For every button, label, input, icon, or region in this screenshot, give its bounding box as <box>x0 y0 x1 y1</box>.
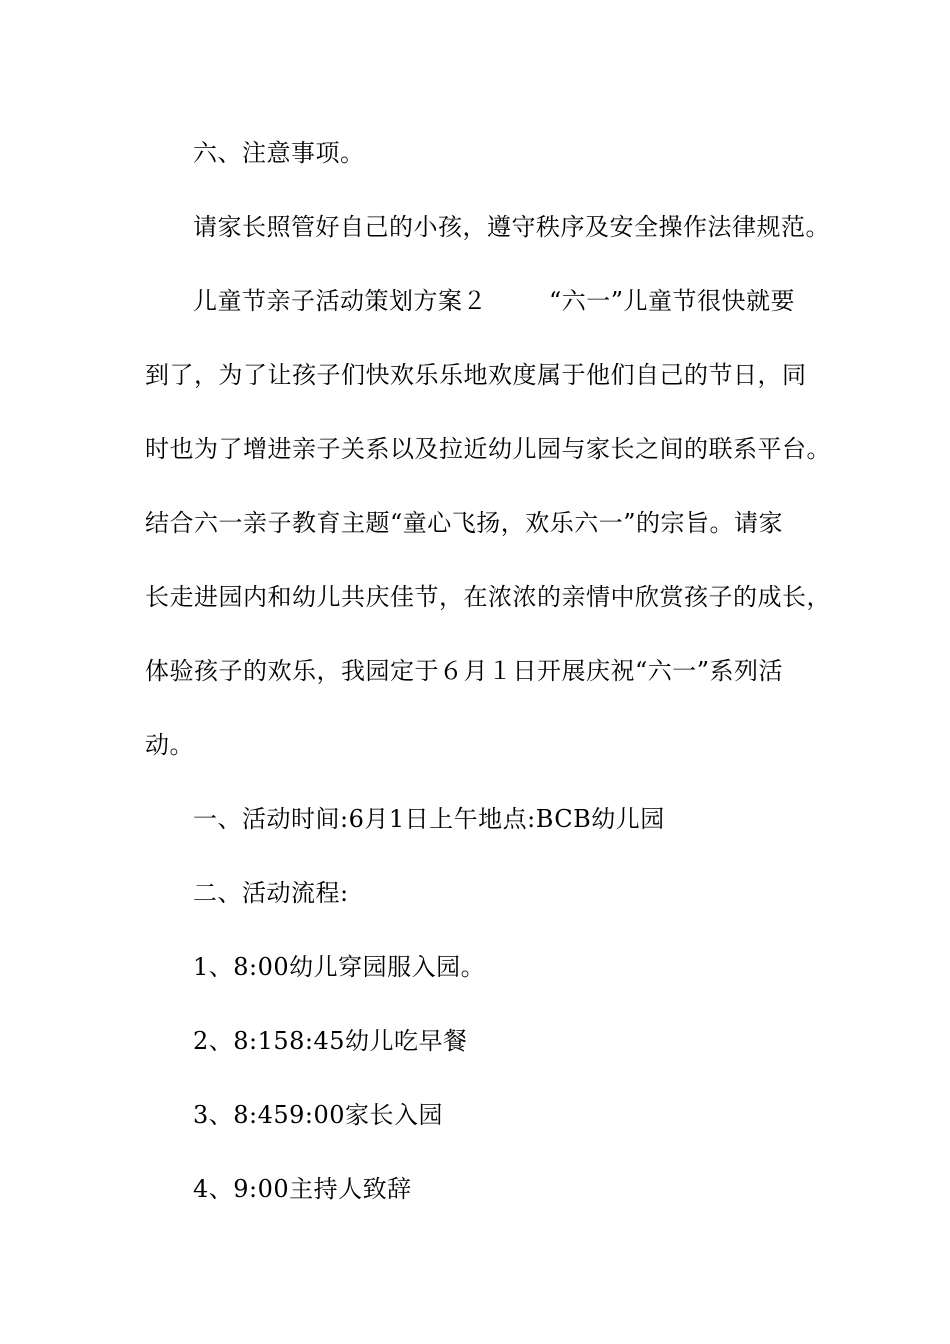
paragraph-notice: 请家长照管好自己的小孩，遵守秩序及安全操作法律规范。 <box>193 213 830 241</box>
list-item: 1、8:00幼儿穿园服入园。 <box>193 953 486 981</box>
list-item: 4、9:00主持人致辞 <box>193 1175 412 1203</box>
paragraph-line: 到了，为了让孩子们快欢乐乐地欢度属于他们自己的节日，同 <box>145 361 807 389</box>
plan-intro-text: “六一”儿童节很快就要 <box>549 287 796 315</box>
paragraph-line: 结合六一亲子教育主题“童心飞扬，欢乐六一”的宗旨。请家 <box>145 509 784 537</box>
paragraph-line: 动。 <box>145 731 194 759</box>
section-heading-time: 一、活动时间:6月1日上午地点:BCB幼儿园 <box>193 805 665 833</box>
section-heading-flow: 二、活动流程: <box>193 879 349 907</box>
list-item: 2、8:158:45幼儿吃早餐 <box>193 1027 468 1055</box>
paragraph-line: 体验孩子的欢乐，我园定于６月１日开展庆祝“六一”系列活 <box>145 657 784 685</box>
list-item: 3、8:459:00家长入园 <box>193 1101 444 1129</box>
paragraph-line: 时也为了增进亲子关系以及拉近幼儿园与家长之间的联系平台。 <box>145 435 831 463</box>
plan-title: 儿童节亲子活动策划方案２ <box>193 287 487 315</box>
paragraph-line: 长走进园内和幼儿共庆佳节，在浓浓的亲情中欣赏孩子的成长， <box>145 583 831 611</box>
section-heading-notes: 六、注意事项。 <box>193 139 365 167</box>
paragraph-plan-intro <box>193 285 873 317</box>
